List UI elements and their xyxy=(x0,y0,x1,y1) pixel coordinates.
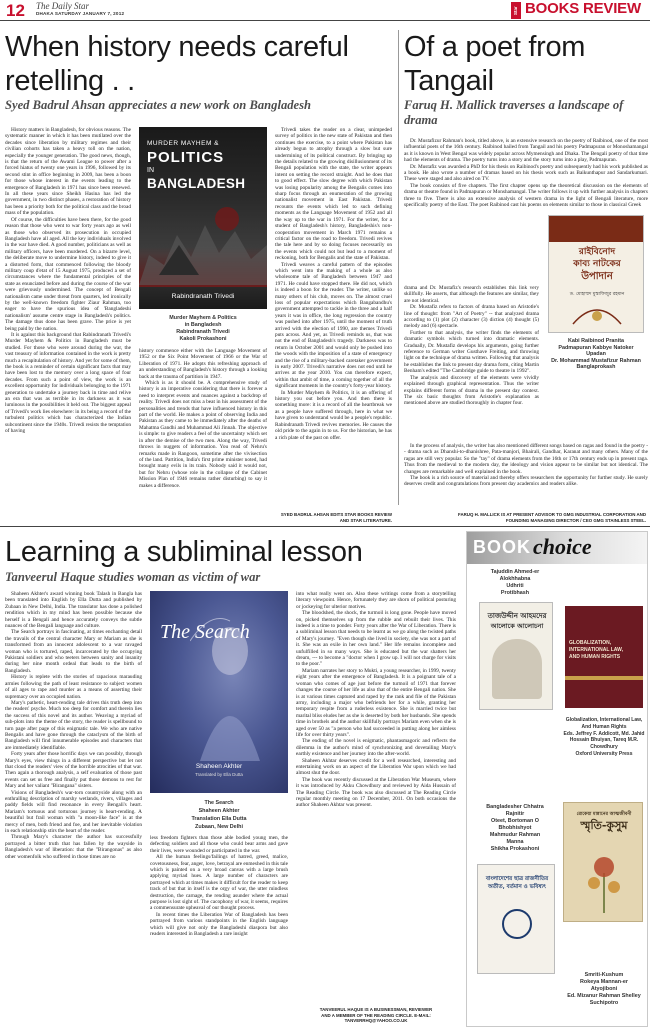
caption-line: Hossain Bhuiyan, Tareq M.R. xyxy=(569,737,639,744)
tangail-book-cover xyxy=(548,215,644,333)
paragraph: Of course, the difficulties have been there, for the good reason that those who went to war forty years ago as well as those who observed its prosecution in occupied Bangladesh have all aged. All the key individuals involved in the war have died. A good number, politicians as well as military officers, have been murdered. On a bizarre level, the deliberate move to undermine history, indeed to give it a distorted form, that commenced following the bloody military coup d'etat of 15 August 1975, produced a set of circumstances where the fundamental principles of the state as enunciated before and during the course of the war were grievously undermined. The concept of Bengali nationalism came under threat from quarters, led ironically by the well-known freedom fighter Ziaur Rahman, too eager to have the spurious idea of 'Bangladeshi nationalism' assume centre stage in Bangladesh's politics. The damage thus done has been grave. The price is yet being paid by the nation. xyxy=(5,216,131,332)
article-tangail xyxy=(402,22,648,512)
caption-line: The Search xyxy=(204,800,234,806)
headline-subliminal: Learning a subliminal lesson xyxy=(5,536,363,568)
caption-line: Protibhash xyxy=(500,590,530,596)
book-choice-cover-3 xyxy=(477,864,555,974)
paragraph: The analysis and discovery of the elements were vividly explained through graphical representation. Thus the writer explains different forms of drama in the present day context. The six basic thoughts from Aristotle's explanation as mentioned above are studied thoroughly in chapter four. xyxy=(404,374,539,407)
paragraph: Further to that analysis, the writer finds the elements of dramatic symbols which turned into dramatic elements. Gradually, Dr. Mustafiz develops his arguments, going further reference to German writer Gusthave Freiting, and throwing light on the technique of drama written. Following that analysis he establishes the link to present day drama form, citing Martin Benham's edited "The Cambridge guide to theatre in 1992". xyxy=(404,329,539,375)
credit-line: TANVERRHQ@YAHOO.CO.UK xyxy=(344,1018,408,1023)
caption-line: Udhriti xyxy=(506,583,524,589)
cover-title-line: কাব্য নাটকের xyxy=(573,259,621,269)
caption-line: Smriti-Kushum xyxy=(584,972,624,978)
cover-illustration xyxy=(139,195,267,285)
cover-title xyxy=(567,811,641,833)
cover-title xyxy=(483,611,551,631)
headline-tangail: Of a poet from Tangail xyxy=(404,31,586,97)
tangail-column-a xyxy=(404,285,539,440)
paragraph: History matters in Bangladesh, for obvious reasons. The systematic manner in which it has been mutilated over the decades since liberation by military regimes and their civilian cohorts has taken a heavy toll on the nation, especially the younger generation. The good news, though, is that the return of the Awami League to power after a forced hiatus of twenty one years in 1996, followed by its second stint in office beginning in 2009, has been a boon for those whose interest in the events leading to the emergence of Bangladesh in 1971 has since been renewed. In all these years since Sheikh Hasina has led the government, in two distinct phases, a restoration of history has been a priority both for the political class and the broad mass of the population. xyxy=(5,127,131,217)
cover-flower xyxy=(582,843,626,913)
caption-line: And Human Rights xyxy=(581,723,627,730)
book-choice-cover-1 xyxy=(479,602,553,710)
cover-motif xyxy=(569,300,625,328)
caption-line: Kakoli Prokashoni xyxy=(179,336,227,342)
paragraph: It is against this background that Rabindranath Trivedi's Murder Mayhem & Politics in Bangladesh must be studied. For those who were around during the war, the vast treasury of information contained in the work is pretty much a recapitulation of history. And yet for some of them, the book is a reminder of certain significant facts that may have been lost to the memory over a long space of four decades. From such a point of view, the work is an excellent opportunity for individuals belonging to the 1971 generation to undertake a journey back in time and relive an era that was as terrible in its darkness as it was luminous in the possibilities it held out. The biggest appeal of Trivedi's work lies elsewhere: in its being a record of the turbulent politics which has characterized the Indian subcontinent since the 1940s. Trivedi resists the temptation of having xyxy=(5,332,131,435)
caption-line: Oteet, Bortoman O xyxy=(491,818,539,824)
paragraph: Mary's pathetic, heart-rending tale drives this truth deep into the readers' psyche. Much too deep for comfort and therein lies the success of this novel and its author. Weaving a myriad of sub-plots into the theme of the story, the reader is spellbound to turn page after page of this enigmatic tale. We who are native Bengalis and have gone through the cataclysm of the birth of Bangladesh will find innumerable episodes and characters that are immediately identifiable. xyxy=(5,699,142,751)
paragraph: In the process of analysis, the writer has also mentioned different songs based on ragas and found in the poetry -- drama such as Dhanshi-to-dhanishree, Pata-manjori, Bhairali, Gandhar, Karanat and many others. Many of the ragas are still very popular. So the "tay" of drama elements from the 16th or 17th century ends up in present raga. Thus from the medieval to the modern day, the ideology and vision appear to be similar but not identical. The changes are remarkable and well explained in the book. xyxy=(404,443,648,475)
history-book-caption xyxy=(139,315,267,343)
caption-line: Alokhhabna xyxy=(499,576,531,582)
paragraph: Dr. Mustafizur Rahman's book, titled above, is an extensive research on the poetry of Raibinod, one of the most influential poets of the 16th century. Raibinod hailed from Tangail and his poetry Padmapuran or Monoshamangal as it is known in West Bengal was widely popular across Mymensingh and Dhaka. The Bengali poetry of that time had the elements of drama. The poetry turns into a story and the story turns into a play, Padmapuran. xyxy=(404,138,648,164)
caption-line: Translation Ella Dutta xyxy=(191,816,247,822)
cover-title: The Search xyxy=(160,621,250,643)
headline-history: When history needs careful retelling . . xyxy=(5,31,349,97)
paragraph: The ending of the novel is enigmatic, phantasmagoric and reflects the dilemma in the author's mind of synchronizing and dovetailing Mary's earthly existence and her journey into the after-world. xyxy=(296,738,456,758)
paragraph: In Murder Mayhem & Politics, it is an offering of history you out before you. And then there is something more: it is a record of all the heartbreak we as a people have suffered through, here in what we have given to understand would be a people's republic. Rabindranath Trivedi revives memories. He causes the old pride to the again in to us. For the historian, he has a rich plate of the past on offer. xyxy=(275,389,392,441)
subliminal-credit xyxy=(296,1007,456,1024)
paragraph: into what really went on. Also these writings come from a storytelling literary viewpoint. Hence, fortunately they are shorn of political posturing or jockeying for ulterior motives. xyxy=(296,591,456,610)
caption-line: Murder Mayhem & Politics xyxy=(169,315,237,321)
caption-line: Rabindranath Trivedi xyxy=(176,329,230,335)
credit-line: AND STAR LITERATURE. xyxy=(339,517,392,523)
subliminal-column-2 xyxy=(150,835,288,1025)
cover-title-line1: MURDER MAYHEM & xyxy=(147,140,220,147)
article-subliminal xyxy=(0,527,462,1029)
page-header xyxy=(0,0,650,22)
caption-line: Manna xyxy=(506,839,524,845)
caption-line: Oxford University Press xyxy=(575,750,633,757)
cover-title-line3: IN xyxy=(147,167,154,174)
cover-title-line: আলোকে আলোচনা xyxy=(490,622,544,630)
book-choice-title-a: BOOK xyxy=(473,537,531,557)
subhead-subliminal: Tanveerul Haque studies woman as victim of war xyxy=(5,570,261,584)
article-history xyxy=(0,22,395,512)
credit-line: AND A MEMBER OF THE READING CIRCLE. E-MAIL: xyxy=(321,1012,431,1018)
paragraph: Trivedi takes the reader on a clear, unimpeded survey of politics in the new state of Pakistan and then continues the exercise, to a point where Pakistan has already begun to atrophy through a slow but sure undermining of its political construct. By bringing up the details related to the growing disillusionment of its Bengali population with the state, the writer appears intent on setting the record straight. And he does that to good effect. The slow degree with which Pakistan was losing popularity among the Bengalis comes into sharp focus through an enumeration of the growing nationalist movement in East Pakistan. Trivedi recounts the events which led to such defining moments as the Language Movement of 1952 and all the way up to the war in 1971. For the writer, for a student of Bangladesh's history, Bangladeshis's non-cooperation movement in March 1971 remains a critical factor on the road to freedom. Trivedi revives the tale here and by so doing focuses necessarily on the events which could not but lead to a moment of reckoning, both for Bengalis and the state of Pakistan. xyxy=(275,127,392,262)
credit-line: TANVEERUL HAQUE IS A BUSINESSMAN, REVIEWER xyxy=(319,1007,433,1012)
book-choice-panel xyxy=(466,531,648,1027)
history-column-2 xyxy=(139,348,267,508)
masthead: The Daily Star xyxy=(36,1,89,11)
caption-line: Rokeya Mannan-er xyxy=(580,979,628,985)
cover-ornament xyxy=(549,216,644,242)
cover-title-line: AND HUMAN RIGHTS xyxy=(569,654,621,660)
search-book-caption xyxy=(150,799,288,831)
paragraph: drama and Dr. Mustafiz's research establishes this link very skillfully. He asserts, that although the features are similar, they are not identical. xyxy=(404,285,539,304)
paragraph: Through Mary's character the author has successfully portrayed a bitter truth that has fallen by the wayside in Bangladesh's war of liberation: that the "Birangonas" as also other womenfolk who suffered in those times are no xyxy=(5,834,142,860)
caption-line: Shaheen Akhter xyxy=(198,808,240,814)
history-column-3 xyxy=(275,127,392,512)
paragraph: Dr. Mustafiz was awarded a PhD for his thesis on Raibinod's poetry and subsequently had his work published as a book. He also wrote a number of dramas based on his thesis work such as Baikunthapur and Sandarkumari. These were staged and also aired on TV. xyxy=(404,163,648,183)
cover-title-line: স্মৃতি-কুসুম xyxy=(580,819,628,832)
history-book-cover xyxy=(139,127,267,309)
caption-line: Dr. Mohammad Mustafizur Rahman xyxy=(551,357,641,364)
book-choice-title-b: choice xyxy=(533,534,592,559)
paragraph: Forty years after those horrific days we can possibly, through Mary's eyes, view things in a different perspective but let not that cloud the readers' view of the horrible atrocities of that war. Then again a thorough analysis, a self evaluation of those past events can set us free and finally put those demons to rest for Mary and her valiant "Birangana" sisters. xyxy=(5,751,142,790)
cover-stripe xyxy=(565,676,643,680)
paragraph: Dr. Mustafiz refers to factors of drama based on Aristotle's line of thought: from "Art of Poetry" -- that analyzed drama according to (1) plot (2) character (3) diction (4) thought (5) melody and (6) spectacle. xyxy=(404,304,539,330)
book-choice-cover-2 xyxy=(565,606,643,708)
paragraph: Mariam narrates her story to Mukti, a young researcher, in 1999, twenty eight years after the emergence of Bangladesh. It is a poignant tale of a woman who comes of age just before the turmoil of 1971 that forever changes the course of her life as also that of the entire Bengali nation. She is at various times captured and raped by the rank and file of the Pakistan army, including a major who befriends her for a while, granting her temporary respite from a ruderless existence. She is married twice but marital bliss eludes her as she is deserted by both her husbands. She spends time in brothels and the author skillfully portrays Mariam even when she is aged over 50 as "a person who had succeeded in putting along her aimless life for over thirty years". xyxy=(296,667,456,738)
caption-line: Atyojiboni xyxy=(590,986,618,992)
book-choice-banner xyxy=(467,532,647,564)
paragraph: The Search portrays in fascinating, at times enchanting detail the travails of the central character Mary or Mariam as she is transformed from an innocent adolescent to a war ravaged woman who is tortured, raped, incarcerated by the occupying Pakistani soldiers and who teeters between sanity and insanity during her nine month ordeal that leads to the birth of Bangladesh. xyxy=(5,629,142,674)
book-choice-caption-4 xyxy=(561,972,647,1007)
caption-line: Rajnitir xyxy=(505,811,525,817)
cover-translator: Translated by Ella Dutta xyxy=(195,772,243,777)
credit-line: SYED BADRUL AHSAN EDITS STAR BOOKS REVIEW xyxy=(280,512,392,517)
cover-title-line: INTERNATIONAL LAW, xyxy=(569,647,623,653)
section-title: BOOKS REVIEW xyxy=(525,0,641,17)
caption-line: Bhobhishyot xyxy=(498,825,532,831)
cover-title xyxy=(553,246,641,283)
cover-title-line4: BANGLADESH xyxy=(147,176,246,191)
book-choice-caption-3 xyxy=(469,804,561,853)
tangail-column-b xyxy=(404,443,648,501)
cover-title xyxy=(569,640,639,661)
caption-line: Zubaan, New Delhi xyxy=(195,824,243,830)
subhead-tangail: Faruq H. Mallick traverses a landscape of drama xyxy=(404,98,624,127)
cover-title-line2: POLITICS xyxy=(147,149,225,166)
search-book-cover xyxy=(150,591,288,793)
caption-line: Shikha Prokashoni xyxy=(490,846,540,852)
book-choice-caption-1 xyxy=(469,569,561,597)
book-choice-caption-2 xyxy=(561,717,647,758)
paragraph: less freedom fighters than those able bodied young men, the defecting soldiers and all those who could bear arms and gave their lives, were wounded or participated in the war. xyxy=(150,835,288,854)
paragraph: Trivedi weaves a careful pattern of the episodes which went into the making of a whole as also wholesome tale of Bangladesh between 1947 and 1971. He could have stopped there. He did not, which is indeed a boon for the reader. The writer, unlike so many others of his club, moves on. The almost cruel loss of popular expectations which Bangabandhu's government attempted to tackle in the three and a half years it was in office, the long regression the country was pushed into after 1975, until the moment of truth arrived with the election of 1990, are themes Trivedi puts across. And yet, as Trivedi reminds us, that was not the end of Bangladesh's tragedy. Darkness was to return in October 2001 and would only be pushed into the woods with the imposition of a state of emergency and the rise of a military-backed caretaker government in early 2007. Trivedi's narrative does not end until he arrives at the year 2010. You can therefore expect, within that ambit of time, a coming together of all the significant moments in the country's forty-year history. xyxy=(275,261,392,390)
caption-line: Suchipotro xyxy=(589,1000,619,1006)
credit-line: FARUQ H. MALLICK IS AT PRESENT ADVISOR TO GMG INDUSTRIAL CORPORATION AND xyxy=(458,512,646,517)
header-rule xyxy=(0,20,650,21)
cover-title xyxy=(481,875,553,891)
paragraph: All the human feelings/failings of hatred, greed, malice, covetousness, fear, anger, love, betrayal are enmeshed in this tale which is painted on a very broad canvas with a large brush applying myriad hues. A large number of characters are portrayed which at times makes it difficult for the reader to keep track of but that in itself is the orgy of war, the utter mindless destruction, the carnage, the rending asunder where the actual purpose is lost sight of. The cacophony of war, it seems, requires a commensurate upheaval of our thought process. xyxy=(150,854,288,912)
paragraph: The bloodshed, the shock, the turmoil is long gone. People have moved on, picked themselves up from the rubble and rebuilt their lives. This indeed is a time to ponder. Forty years after the War of Liberation. There is a subliminal lesson that needs to be learnt as we go along the twisted paths of Mary's journey. "Even though she lived in society, she was not a part of it. She was an exile in her own land." Her life remains incomplete and unfulfilled in so many ways. She is educated but the war shatters her dream, --- to become a "doctor when I grow up. I will not charge for visits to the poor." xyxy=(296,610,456,668)
cover-title-line: উপাদান xyxy=(581,271,613,282)
paragraph: Shaheen Akhter's award winning book Talash in Bangla has been translated into English by Ella Dutta and published by Zubaan in New Delhi, India. The translator has done a polished rendition which in my mind has been possible because she herself is a Bengali and hence accurately conveys the subtle nuances of the Bengali language and culture. xyxy=(5,591,142,630)
tangail-book-caption xyxy=(544,338,648,371)
credit-line: FOUNDING MANAGING DIRECTOR / CEO GMG STAINLESS STEEL. xyxy=(505,517,646,523)
cover-title-line: GLOBALIZATION, xyxy=(569,640,612,646)
subliminal-column-1 xyxy=(5,591,142,1027)
paragraph: Shaheen Akhtar deserves credit for a well researched, interesting and entertaining work on an aspect of the Liberation War upon which we had almost shut the door. xyxy=(296,757,456,777)
book-choice-cover-4 xyxy=(563,802,643,922)
paragraph: history commence either with the Language Movement of 1952 or the Six Point Movement of 1966 or the War of Liberation of 1971. He adopts this refreshing approach of an understanding of Bangladesh's history through a looking back at the trauma of partition in 1947. xyxy=(139,348,267,380)
cover-author: Rabindranath Trivedi xyxy=(171,293,235,300)
cover-title-line: বাংলাদেশের ছাত্র রাজনীতির xyxy=(485,876,549,882)
paragraph: History is replete with the stories of rapacious marauding armies following the path of least resistance to subject women of all ages to rape and murder as a means of asserting their supremacy over an occupied nation. xyxy=(5,674,142,700)
dateline: DHAKA SATURDAY JANUARY 7, 2012 xyxy=(36,11,125,16)
cover-title-line: তাজউদ্দীন আহমদের xyxy=(487,612,547,620)
cover-title-line: রাইবিনোদ xyxy=(578,247,616,257)
caption-line: Mahmudur Rahman xyxy=(489,832,541,838)
paragraph: Which is as it should be. A comprehensive study of history is an imperative considering that there is forever a need to interpret events and nuances against a backdrop of reality. Trivedi does not miss a beat in his assessment of the personalities and trends that have influenced history in this part of the world. He makes a point of observing India and Pakistan as they came to be immediately after the deaths of Mahatma Gandhi and Muhammad Ali Jinnah. The objective is simple: to give readers a feel of the uncertainty which set in after the demise of the two men. Along the way, Trivedi throws in nuggets of information. You read of Nehru's remarks made in Rangoon, sometime after the vivisection of the land. Partition, India's first prime minister noted, had brought many evils in its train. Nobody said it would not, but for Nehru (whose role in the collapse of the Cabinet Mission Plan of 1946 remains rather disturbing) to say it makes a difference. xyxy=(139,380,267,489)
caption-line: Eds. Jeffrey F. Addicott, Md. Jahid xyxy=(563,730,645,737)
caption-line: in Bangladesh xyxy=(184,322,222,328)
section-logo: Star xyxy=(511,2,521,19)
column-divider xyxy=(398,30,399,505)
cover-emblem xyxy=(502,909,532,939)
caption-line: Kabi Raibinod Pranita xyxy=(567,338,624,344)
history-column-1 xyxy=(5,127,131,567)
cover-author: ড. মোহাম্মদ মুস্তাফিজুর রহমান xyxy=(569,292,625,297)
caption-line: Chowdhury xyxy=(590,744,618,751)
paragraph: The book is a rich source of material and thereby offers researchers the opportunity for further study. He surely deserves credit and congratulations from present day academics and readers alike. xyxy=(404,475,648,488)
subhead-history: Syed Badrul Ahsan appreciates a new work on Bangladesh xyxy=(5,98,312,112)
page-number: 12 xyxy=(6,1,25,20)
cover-title-line: রোকেয়া মান্নানের আত্মজীবনী xyxy=(576,812,632,817)
paragraph: The book was recently discussed at the Liberation War Museum, where it was introduced by Akku Chowdhury and reviewed by Aida Hussain of The Reading Circle. The book was also discussed at The Reading Circle regular monthly meeting on 17 December, 2011. On both occasions the author Shaheen Akhtar was present. xyxy=(296,776,456,809)
caption-line: Ed. Mizanur Rahman Shelley xyxy=(567,993,641,999)
paragraph: The book consists of five chapters. The first chapter opens up the theoretical discussion on the elements of drama or theatre found in Padmapuran or Monshamangal. The writer follows it up with further analysis in chapters three to five. There is also an extensive analysis of western drama in the light of Bengali literature, more specifically poetry of the East. The poet Raibinod cast his poems on elements similar to those in classical Greek xyxy=(404,182,648,209)
caption-line: Globalization, International Law, xyxy=(565,717,643,723)
cover-title-line: অতীত, বর্তমান ও ভবিষ্যৎ xyxy=(488,884,546,890)
caption-line: Banglaprokash xyxy=(576,364,616,371)
paragraph: In recent times the Liberation War of Bangladesh has been portrayed from various standpoints in the English language which will give not only the Bangladeshi diaspora but also readers interested in Bangladesh a rare insight xyxy=(150,911,288,938)
caption-line: Bangladesher Chhatra xyxy=(486,804,544,810)
caption-line: Padmapuran Kabbye Natoker xyxy=(558,344,634,351)
history-credit xyxy=(250,512,392,523)
caption-line: Tajuddin Ahmed-er xyxy=(490,569,540,575)
caption-line: Upadan xyxy=(586,351,606,358)
paragraph: Visions of Bangladesh's war-torn countryside along with an enthralling description of marshy wetlands, rivers, villages and paddy fields will find resonance in every Bengali's heart. Mariam's tortuous and torturous journey is heart-rending. A beautiful but frail woman with "a moon-like face" is at the mercy of men, both friend and foe, and her inevitable violation in each relationship stirs the heart of the reader. xyxy=(5,789,142,835)
subliminal-column-3 xyxy=(296,591,456,1005)
cover-author: Shaheen Akhter xyxy=(195,763,243,770)
tangail-credit xyxy=(404,512,646,523)
cover-portrait xyxy=(492,639,542,699)
